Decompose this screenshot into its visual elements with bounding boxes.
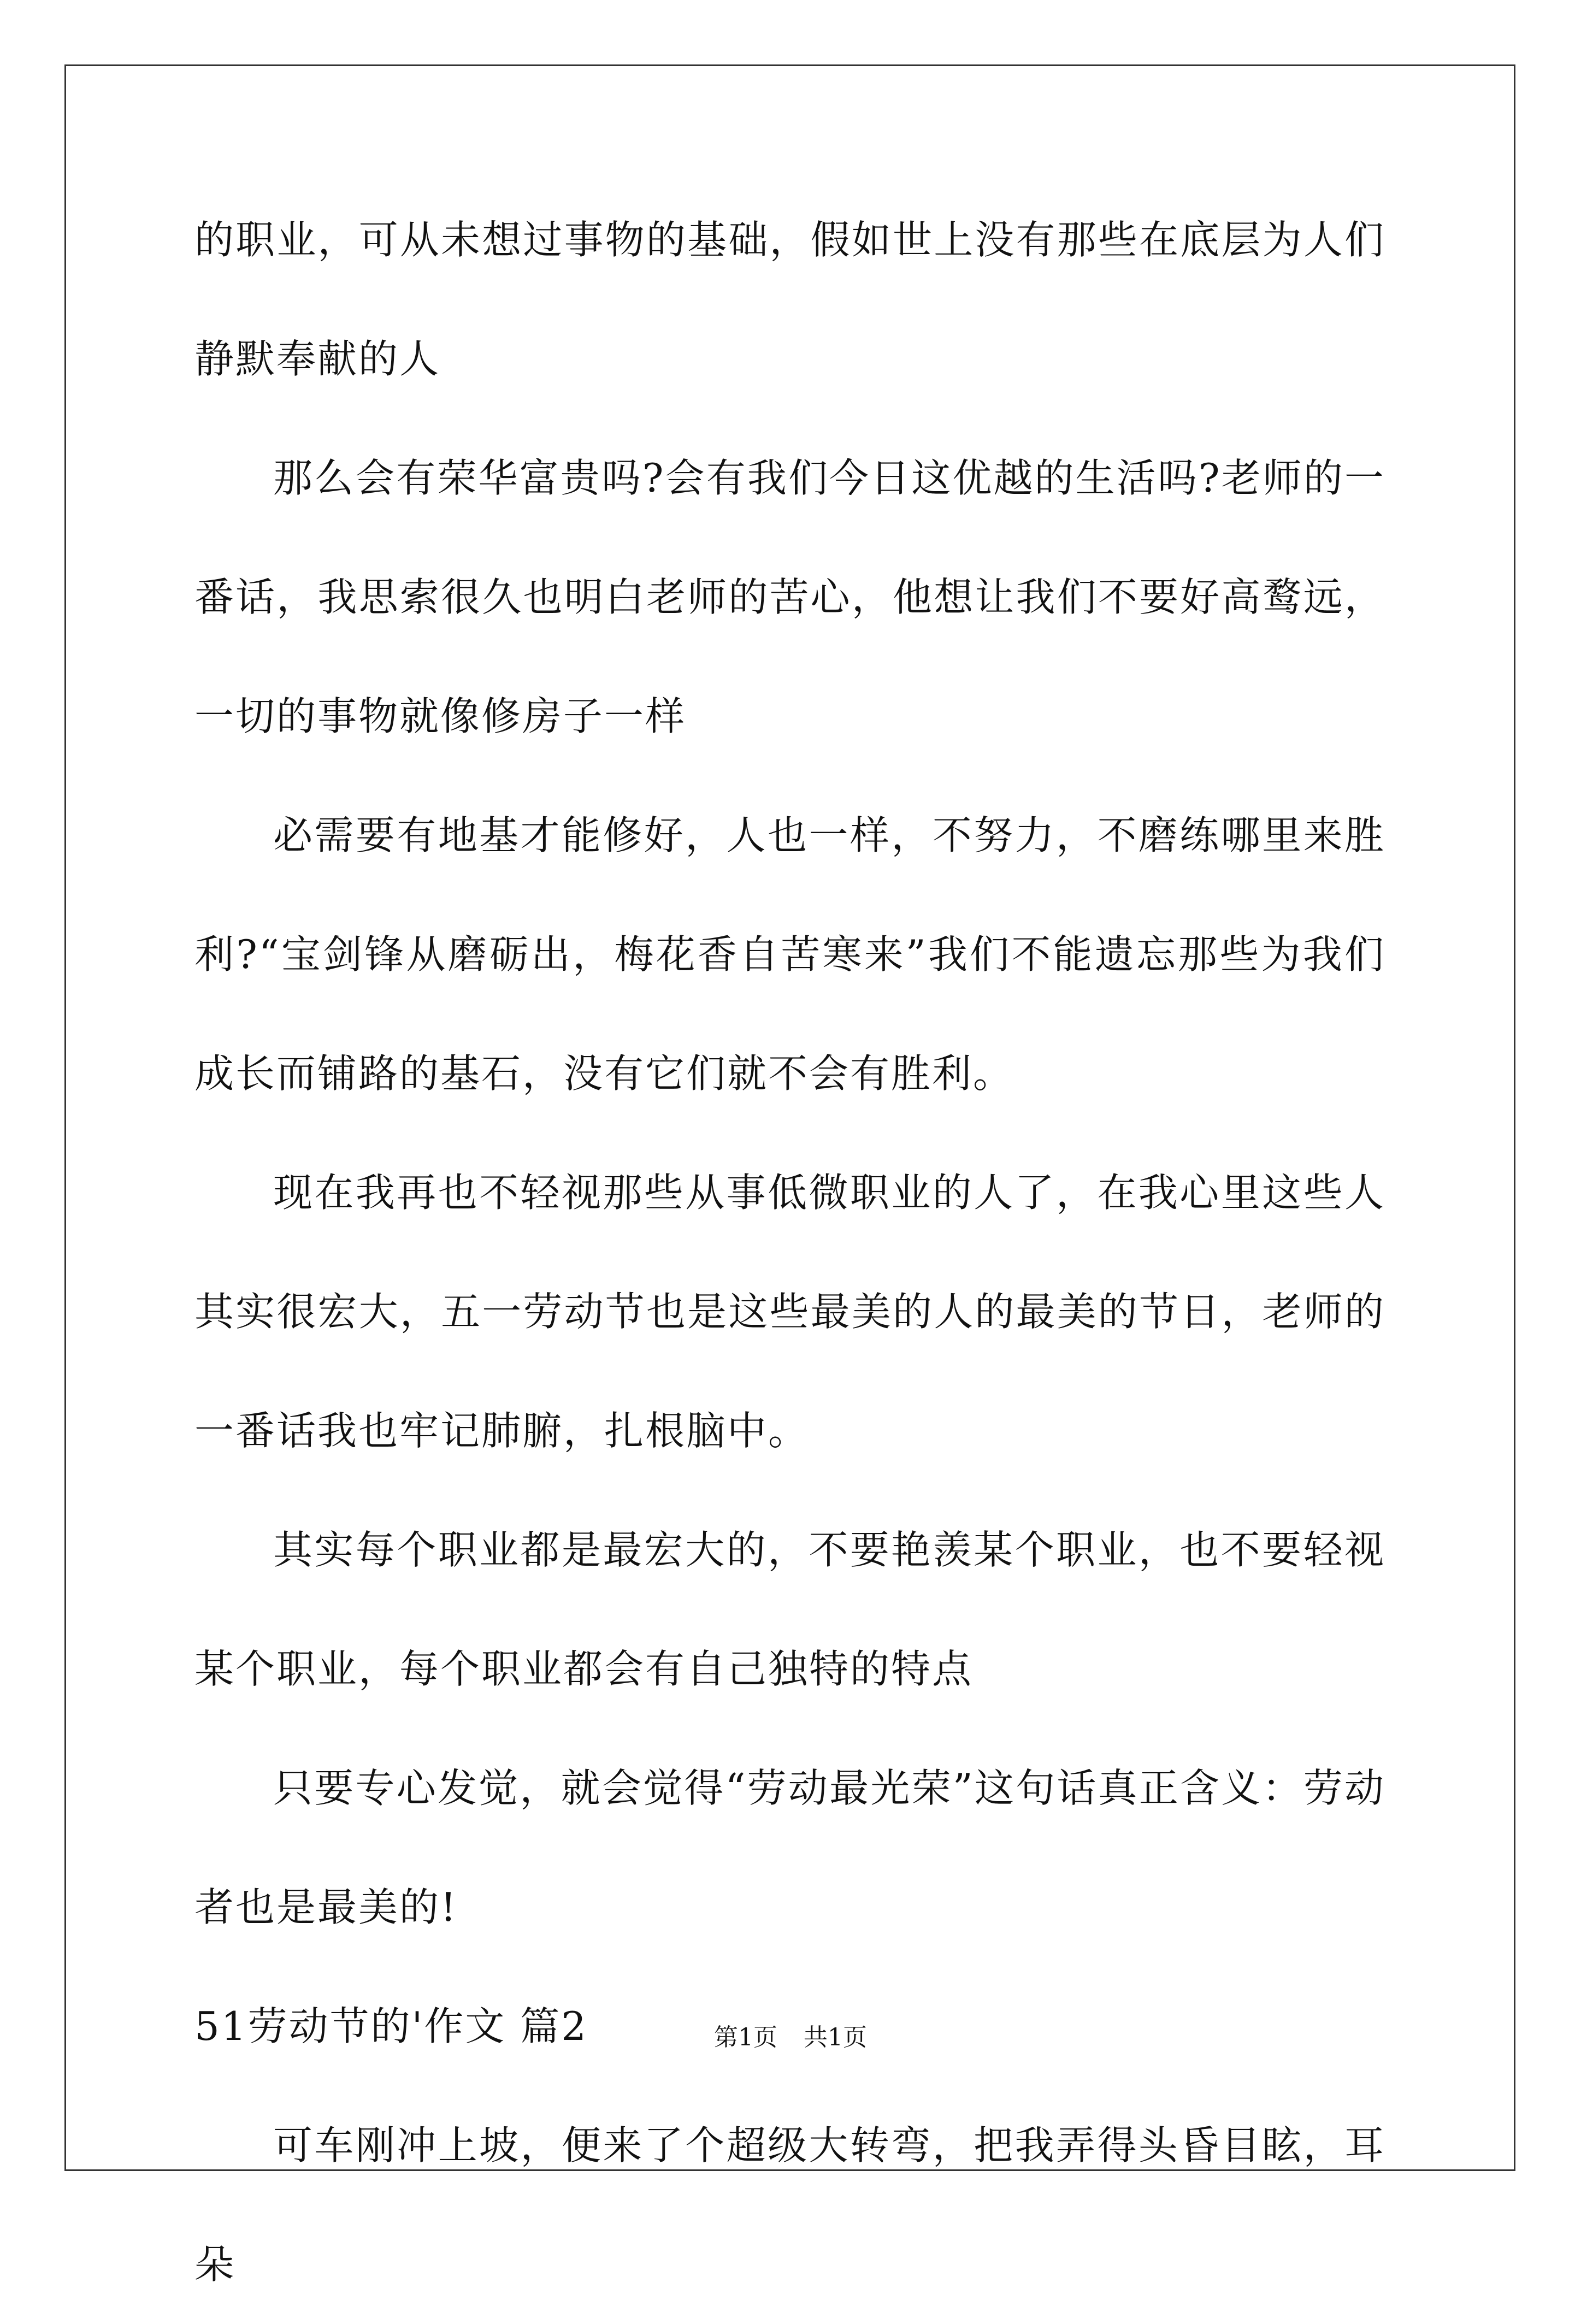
- page-total: 共1页: [804, 2024, 867, 2051]
- document-body: [194, 180, 1385, 2324]
- paragraph-2: 那么会有荣华富贵吗?会有我们今日这优越的生活吗?老师的一番话，我思索很久也明白老师的苦心，他想让我们不要好高鹜远，一切的事物就像修房子一样: [194, 455, 1385, 739]
- page-footer: [0, 2021, 1581, 2054]
- paragraph-7: 可车刚冲上坡，便来了个超级大转弯，把我弄得头昏目眩，耳朵: [194, 2122, 1385, 2287]
- paragraph-5: 其实每个职业都是最宏大的，不要艳羡某个职业，也不要轻视某个职业，每个职业都会有自己独特的特点: [194, 1527, 1385, 1692]
- paragraph-6: 只要专心发觉，就会觉得“劳动最光荣”这句话真正含义：劳动者也是最美的!: [194, 1765, 1385, 1930]
- section-heading: 51劳动节的'作文 篇2: [194, 2003, 588, 2049]
- page-number: 第1页: [714, 2024, 777, 2051]
- paragraph-4: 现在我再也不轻视那些从事低微职业的人了，在我心里这些人其实很宏大，五一劳动节也是这些最美的人的最美的节日，老师的一番话我也牢记肺腑，扎根脑中。: [194, 1170, 1385, 1454]
- paragraph-3: 必需要有地基才能修好，人也一样，不努力，不磨练哪里来胜利?“宝剑锋从磨砺出，梅花香自苦寒来”我们不能遗忘那些为我们成长而铺路的基石，没有它们就不会有胜利。: [194, 812, 1385, 1096]
- paragraph-1: 的职业，可从未想过事物的基础，假如世上没有那些在底层为人们静默奉献的人: [194, 217, 1385, 382]
